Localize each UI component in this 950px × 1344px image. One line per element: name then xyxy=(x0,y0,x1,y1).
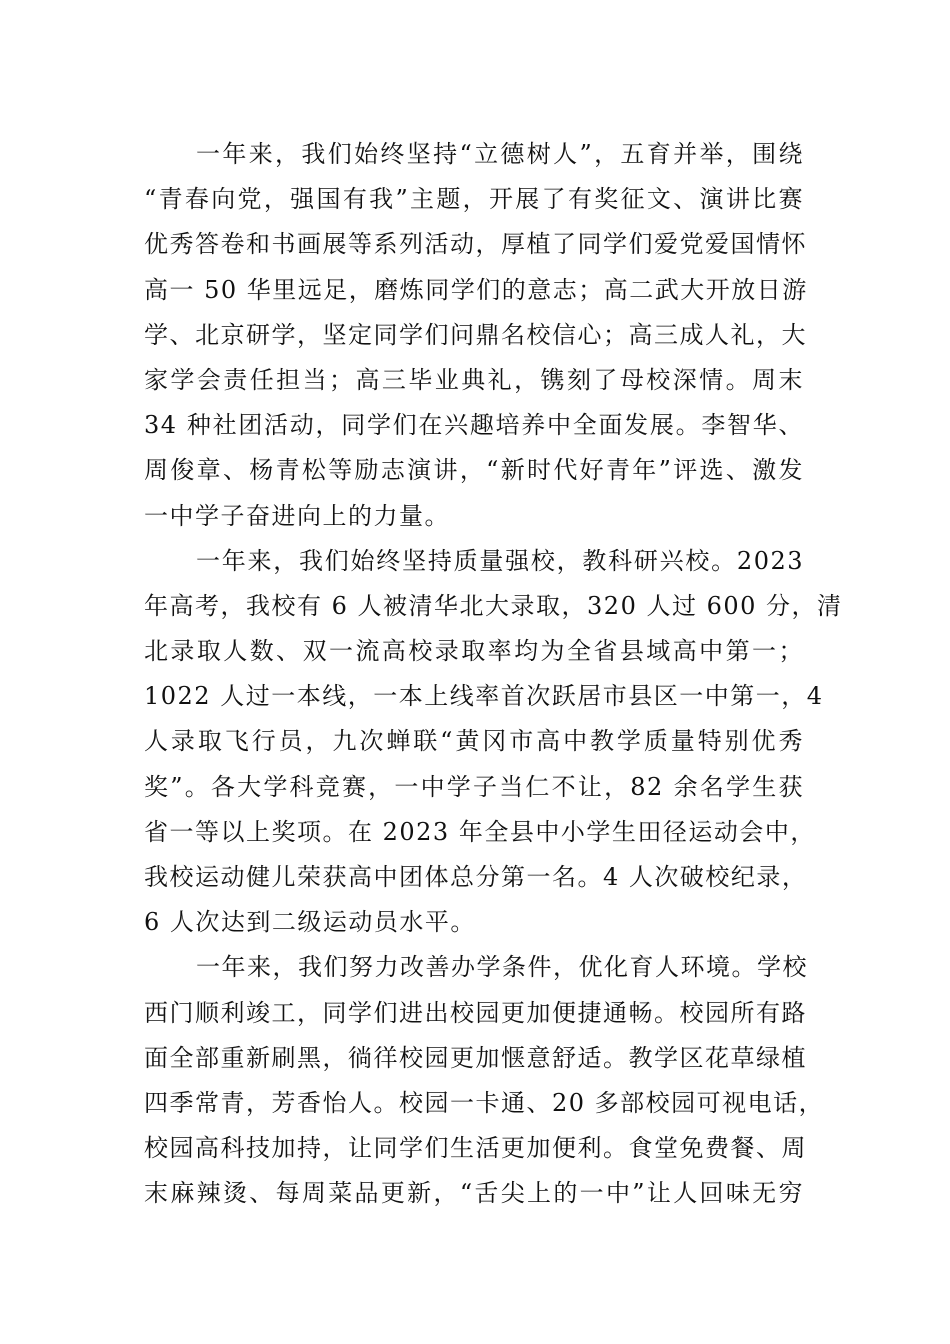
text-line: 1022 人过一本线，一本上线率首次跃居市县区一中第一，4 xyxy=(144,682,824,711)
text-line: 人录取飞行员，九次蝉联“黄冈市高中教学质量特别优秀 xyxy=(144,727,804,756)
text-line: 末麻辣烫、每周菜品更新，“舌尖上的一中”让人回味无穷 xyxy=(144,1179,804,1208)
text-line: 年高考，我校有 6 人被清华北大录取，320 人过 600 分，清 xyxy=(144,591,843,620)
paragraph-1 xyxy=(144,132,808,539)
text-line: 一年来，我们始终坚持“立德树人”，五育并举，围绕 xyxy=(196,140,804,168)
text-line: 我校运动健儿荣获高中团体总分第一名。4 人次破校纪录， xyxy=(144,863,808,891)
paragraph-2 xyxy=(144,539,843,946)
body-text xyxy=(144,132,843,1217)
text-line: “青春向党，强国有我”主题，开展了有奖征文、演讲比赛 xyxy=(144,185,804,214)
text-line: 高一 50 华里远足，磨炼同学们的意志；高二武大开放日游 xyxy=(144,275,808,304)
text-line: 一中学子奋进向上的力量。 xyxy=(144,501,450,530)
text-line: 家学会责任担当；高三毕业典礼，镌刻了母校深情。周末 xyxy=(144,365,804,394)
text-line: 四季常青，芳香怡人。校园一卡通、20 多部校园可视电话， xyxy=(144,1088,825,1117)
text-line: 34 种社团活动，同学们在兴趣培养中全面发展。李智华、 xyxy=(144,411,804,440)
text-line: 省一等以上奖项。在 2023 年全县中小学生田径运动会中， xyxy=(144,817,816,846)
text-line: 北录取人数、双一流高校录取率均为全省县域高中第一； xyxy=(144,637,804,666)
text-line: 6 人次达到二级运动员水平。 xyxy=(144,908,476,937)
text-line: 周俊章、杨青松等励志演讲，“新时代好青年”评选、激发 xyxy=(144,456,804,485)
text-line: 优秀答卷和书画展等系列活动，厚植了同学们爱党爱国情怀 xyxy=(144,230,807,259)
paragraph-3 xyxy=(144,945,825,1216)
text-line: 校园高科技加持，让同学们生活更加便利。食堂免费餐、周 xyxy=(144,1134,807,1163)
text-line: 学、北京研学，坚定同学们问鼎名校信心；高三成人礼，大 xyxy=(144,320,807,349)
text-line: 面全部重新刷黑，徜徉校园更加惬意舒适。教学区花草绿植 xyxy=(144,1043,807,1072)
text-line: 一年来，我们始终坚持质量强校，教科研兴校。2023 xyxy=(196,546,804,575)
text-line: 西门顺利竣工，同学们进出校园更加便捷通畅。校园所有路 xyxy=(144,998,807,1027)
text-line: 一年来，我们努力改善办学条件，优化育人环境。学校 xyxy=(196,953,808,982)
text-line: 奖”。各大学科竞赛，一中学子当仁不让，82 余名学生获 xyxy=(144,772,804,801)
